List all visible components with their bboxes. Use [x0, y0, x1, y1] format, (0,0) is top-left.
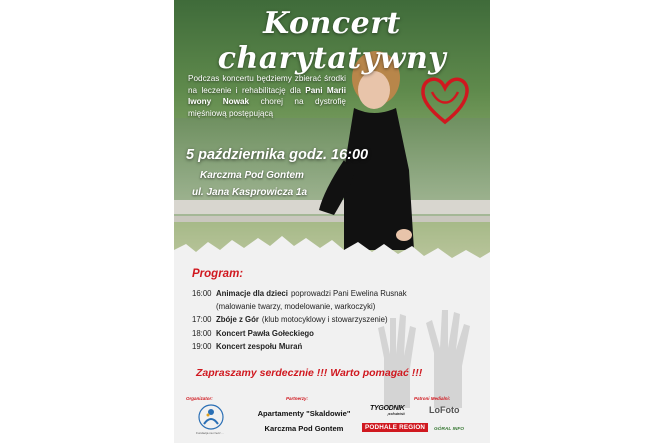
program-title: Zbóje z Gór: [216, 315, 259, 325]
partner-apartments: Apartamenty "Skaldowie": [257, 409, 351, 418]
program-item: [192, 287, 482, 300]
media-patrons-label: Patroni Medialni:: [414, 396, 451, 401]
foundation-logo-icon: [198, 404, 224, 430]
partners-label: Partnerzy:: [286, 396, 309, 401]
event-date: 5 października godz. 16:00: [186, 147, 369, 163]
organizer-caption: Fundacja na rzecz ...: [196, 431, 224, 435]
lofoto-logo: LoFoto: [429, 405, 460, 415]
program-detail: (klub motocyklowy i stowarzyszenie): [261, 315, 388, 325]
organizer-label: Organizator:: [186, 396, 213, 401]
program-item: [192, 340, 482, 353]
heart-icon: [420, 74, 470, 126]
poster-title: Koncert charytatywny: [217, 6, 447, 76]
program-time: 18:00: [192, 328, 212, 338]
program-detail: poprowadzi Pani Ewelina Rusnak: [290, 289, 407, 299]
event-address: ul. Jana Kasprowicza 1a: [192, 187, 308, 198]
poster-description: Podczas koncertu będziemy zbierać środki na leczenie i rehabilitację dla Pani Marii Iwony Nowak chorej na dystrofię mięśniową postępującą: [188, 74, 346, 118]
program-item: [192, 300, 482, 313]
program-detail: (malowanie twarzy, modelowanie, warkoczyki): [216, 302, 376, 312]
goral-info-logo: GÓRAL INFO: [434, 427, 465, 432]
program-item: [192, 327, 482, 340]
event-venue: Karczma Pod Gontem: [200, 170, 304, 181]
program-time: 16:00: [192, 289, 212, 299]
program-item: [192, 313, 482, 326]
program-title: Animacje dla dzieci: [216, 289, 288, 299]
program-title: Koncert zespołu Murań: [216, 341, 303, 351]
charity-concert-poster: [174, 0, 490, 443]
tygodnik-logo: TYGODNIK podhalański: [370, 405, 405, 416]
program-title: Koncert Pawła Gołeckiego: [216, 328, 314, 338]
invitation-text: Zapraszamy serdecznie !!! Warto pomagać !!!: [196, 367, 423, 379]
podhale-region-logo: PODHALE REGION: [362, 423, 428, 432]
partner-karczma: Karczma Pod Gontem: [264, 424, 344, 433]
program-time: 17:00: [192, 315, 212, 325]
program-heading: Program:: [192, 268, 244, 280]
program-time: 19:00: [192, 341, 212, 351]
program-list: [192, 287, 482, 353]
